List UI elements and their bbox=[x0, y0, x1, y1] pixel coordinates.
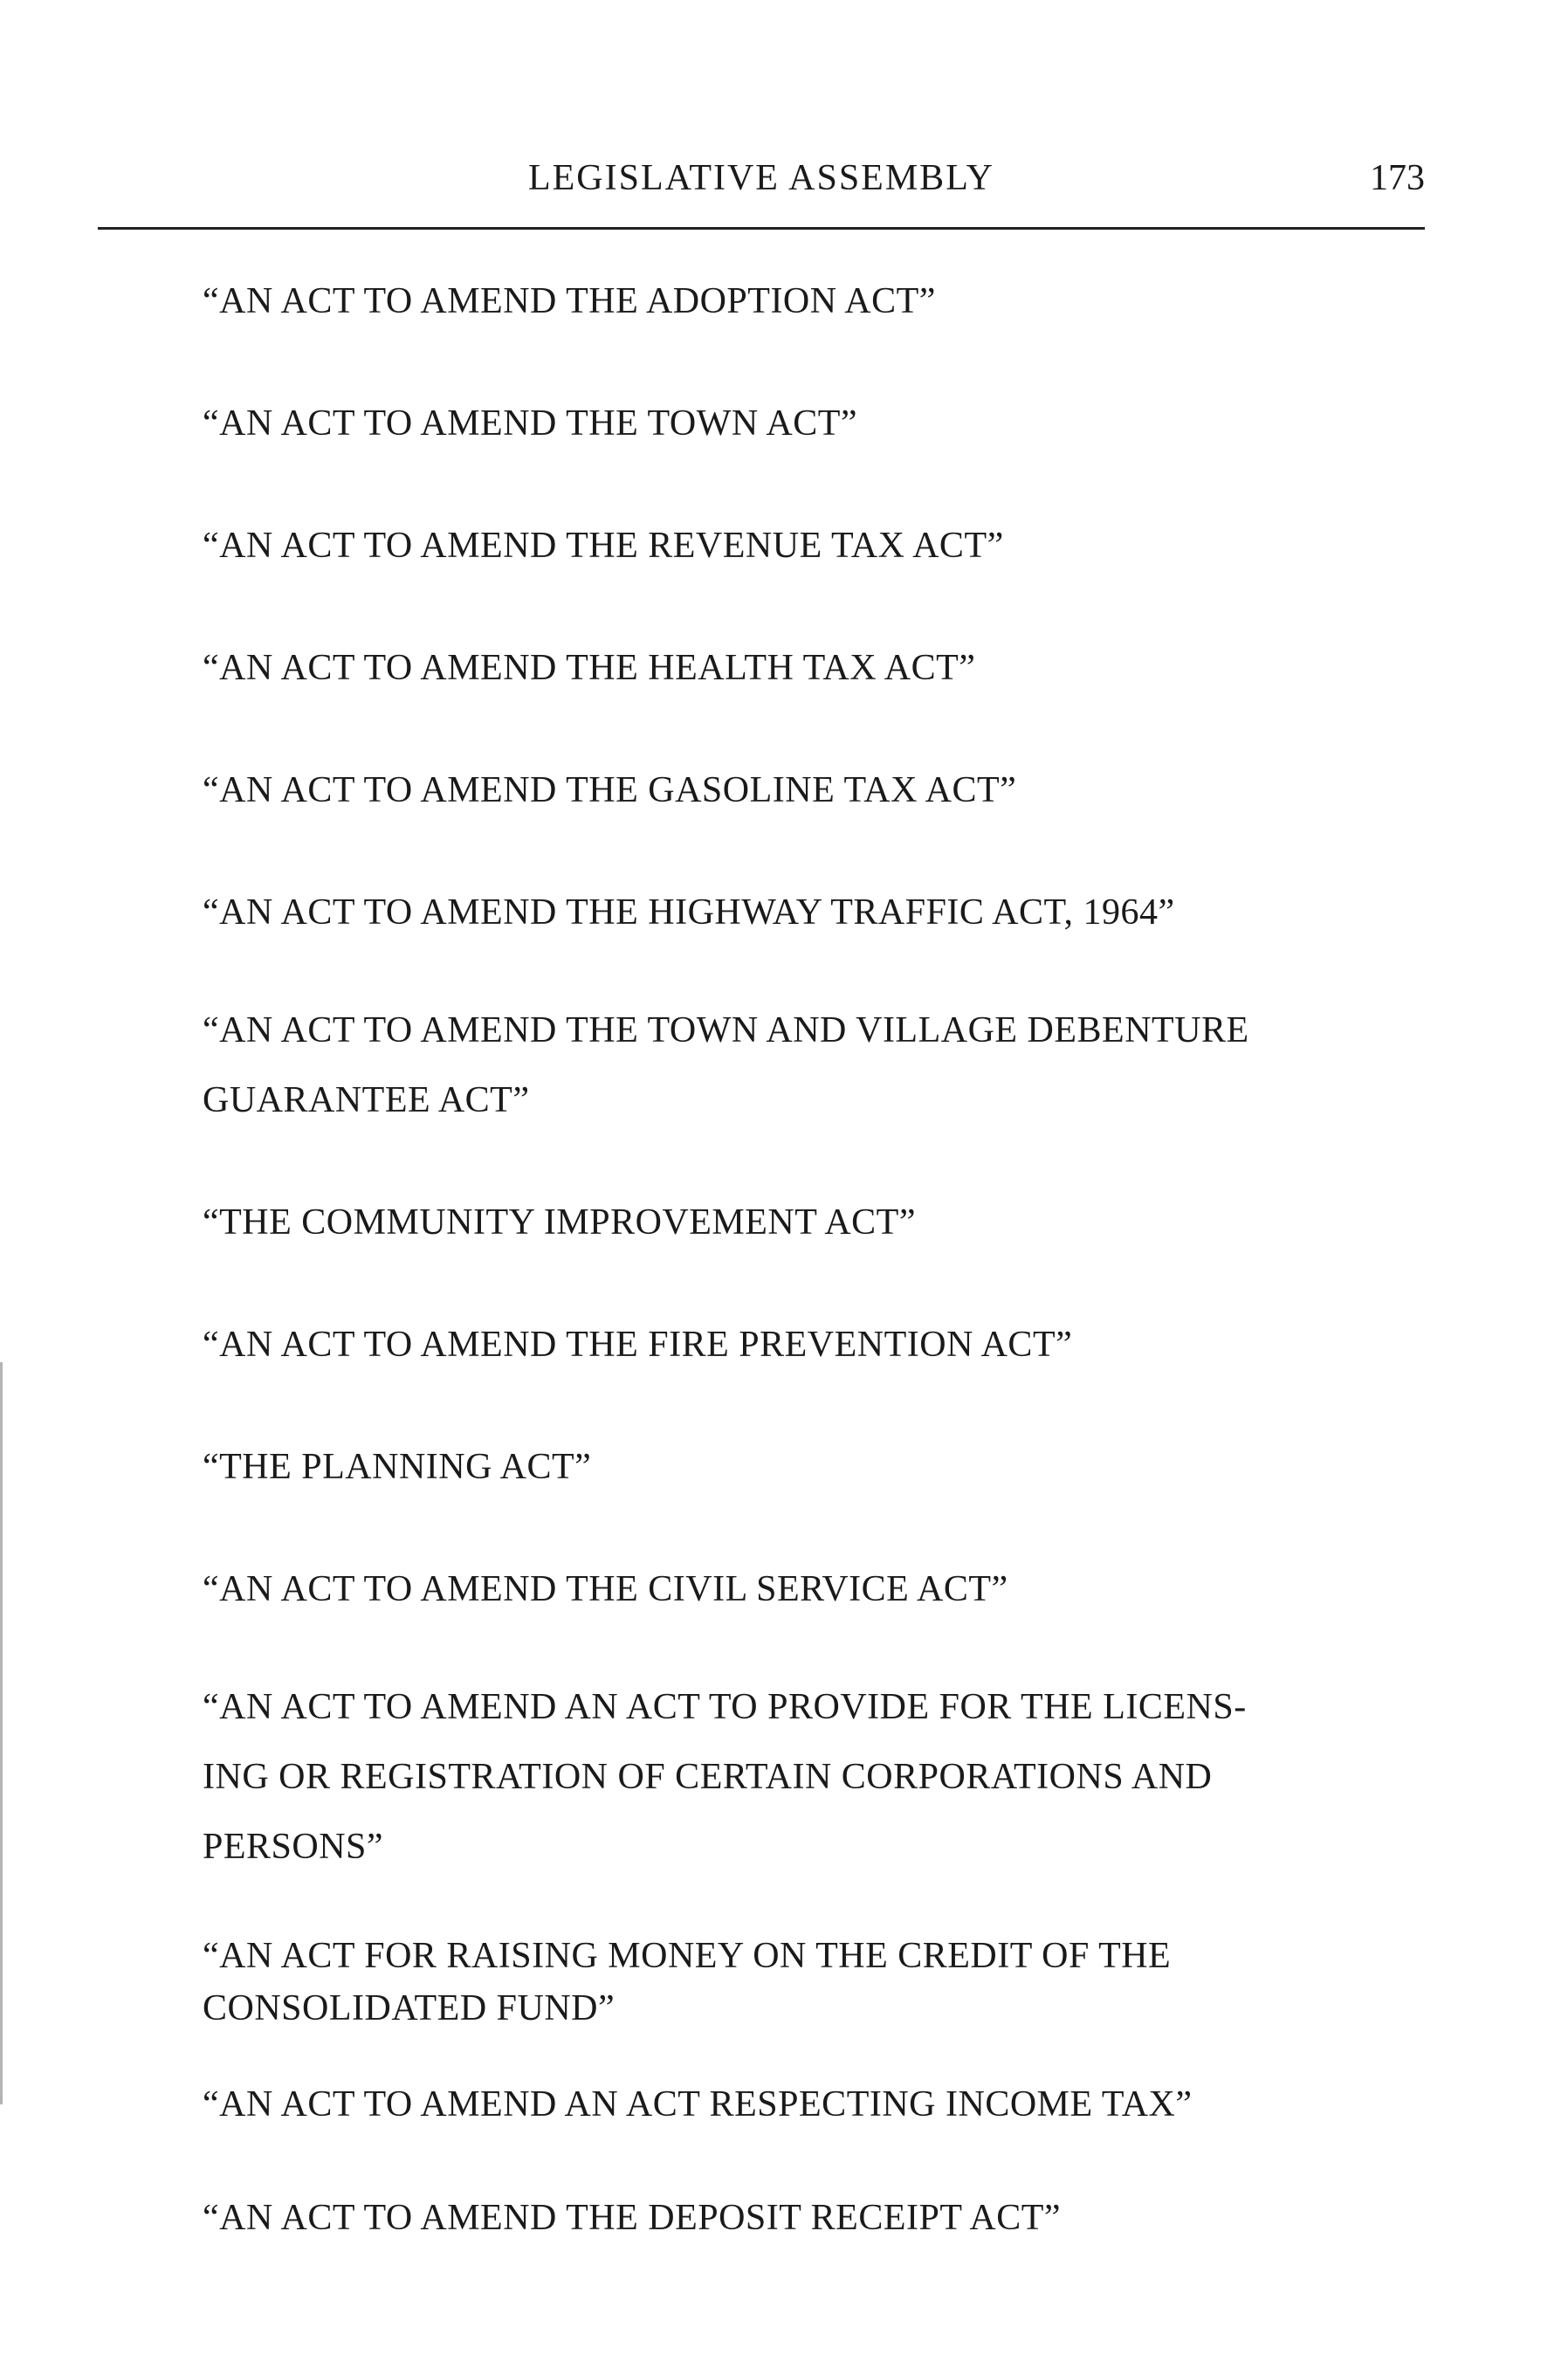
act-title-debenture-guarantee: “AN ACT TO AMEND THE TOWN AND VILLAGE DEBENTURE GUARANTEE ACT” bbox=[203, 1010, 1249, 1120]
act-title-town: “AN ACT TO AMEND THE TOWN ACT” bbox=[203, 403, 858, 444]
act-title-revenue-tax: “AN ACT TO AMEND THE REVENUE TAX ACT” bbox=[203, 526, 1004, 566]
act-title-gasoline-tax: “AN ACT TO AMEND THE GASOLINE TAX ACT” bbox=[203, 770, 1017, 810]
act-title-planning: “THE PLANNING ACT” bbox=[203, 1447, 592, 1487]
act-title-highway-traffic: “AN ACT TO AMEND THE HIGHWAY TRAFFIC ACT, 1964” bbox=[203, 892, 1175, 933]
act-title-consolidated-fund: “AN ACT FOR RAISING MONEY ON THE CREDIT OF THE CONSOLIDATED FUND” bbox=[203, 1936, 1172, 2028]
act-title-adoption: “AN ACT TO AMEND THE ADOPTION ACT” bbox=[203, 281, 936, 321]
act-title-fire-prevention: “AN ACT TO AMEND THE FIRE PREVENTION ACT” bbox=[203, 1325, 1073, 1365]
act-title-health-tax: “AN ACT TO AMEND THE HEALTH TAX ACT” bbox=[203, 648, 976, 688]
act-title-civil-service: “AN ACT TO AMEND THE CIVIL SERVICE ACT” bbox=[203, 1569, 1008, 1609]
running-head: LEGISLATIVE ASSEMBLY bbox=[528, 158, 994, 198]
act-title-deposit-receipt: “AN ACT TO AMEND THE DEPOSIT RECEIPT ACT” bbox=[203, 2198, 1062, 2238]
binding-edge-shadow bbox=[0, 1362, 3, 2104]
act-title-community-improvement: “THE COMMUNITY IMPROVEMENT ACT” bbox=[203, 1202, 916, 1243]
act-title-licensing-registration: “AN ACT TO AMEND AN ACT TO PROVIDE FOR THE LICENS- ING OR REGISTRATION OF CERTAIN CORPORATIONS AND PERSONS” bbox=[203, 1687, 1247, 1867]
page-number: 173 bbox=[1370, 158, 1425, 198]
act-title-income-tax: “AN ACT TO AMEND AN ACT RESPECTING INCOME TAX” bbox=[203, 2084, 1193, 2125]
